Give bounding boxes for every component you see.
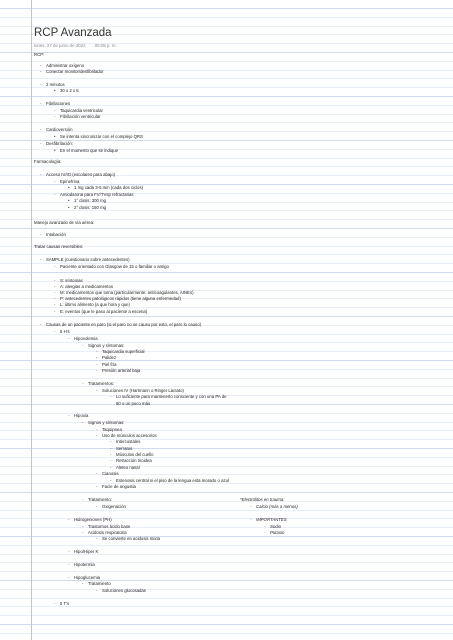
note-line xyxy=(40,172,115,177)
note-line-text: En el momento que se indique xyxy=(60,148,119,153)
bullet-dash-icon: - xyxy=(96,471,98,476)
note-line xyxy=(96,588,146,593)
bullet-dash-icon: - xyxy=(96,504,98,509)
note-line xyxy=(96,349,145,354)
note-line-text: Fibrilaciones xyxy=(46,101,71,106)
note-line-text: Retracción tiroidea xyxy=(116,458,152,463)
note-line xyxy=(96,427,122,432)
note-line-text: Epinefrina xyxy=(60,179,80,184)
bullet-dash-icon: - xyxy=(96,368,98,373)
bullet-dash-icon: - xyxy=(110,394,112,399)
note-line-text: Piel fría xyxy=(102,362,117,367)
note-line xyxy=(40,82,65,87)
bullet-dash-icon: - xyxy=(54,329,56,334)
bullet-dash-icon: - xyxy=(68,517,70,522)
note-line-text: Administrar oxígeno xyxy=(46,63,85,68)
note-line xyxy=(40,127,73,132)
note-line-text: M: medicamentos que toma (particularmente: anticoagulantes, AINEs) xyxy=(60,290,194,295)
note-line xyxy=(96,388,184,393)
bullet-dash-icon: - xyxy=(96,388,98,393)
bullet-dot-icon: • xyxy=(54,134,56,139)
bullet-dash-icon: - xyxy=(54,284,56,289)
bullet-dash-icon: - xyxy=(96,536,98,541)
note-line-text: Uso de músculos accesorios xyxy=(102,433,157,438)
note-line-text: Causas de un paciente en paro (si el paro no se causo por esto, el paro lo causo) xyxy=(46,322,202,327)
bullet-dash-icon: - xyxy=(40,322,42,327)
bullet-dash-icon: - xyxy=(68,575,70,580)
note-line-text: 5 T's xyxy=(60,601,70,606)
note-line-text: Signos y síntomas: xyxy=(88,343,125,348)
bullet-dash-icon: - xyxy=(82,343,84,348)
note-line-text: 2 minutos xyxy=(46,82,65,87)
note-line xyxy=(54,108,103,113)
note-line-text: Taquipnea xyxy=(102,427,122,432)
bullet-dash-icon: - xyxy=(54,192,56,197)
note-line-text: Potasio xyxy=(270,530,285,535)
note-line-text: 1° dosis: 300 mg xyxy=(74,198,107,203)
note-line xyxy=(68,205,106,210)
note-line xyxy=(54,114,101,119)
note-line xyxy=(96,368,140,373)
note-line-text: Lo suficiente para mantenerlo consciente y con una PA de xyxy=(116,394,227,399)
bullet-dash-icon: - xyxy=(40,172,42,177)
note-meta xyxy=(34,43,125,48)
note-line xyxy=(54,88,79,93)
bullet-dot-icon: • xyxy=(68,198,70,203)
note-line-text: 2° dosis: 150 mg xyxy=(74,205,107,210)
note-line-text: Tratar causas reversibles: xyxy=(34,244,84,249)
bullet-dash-icon: - xyxy=(250,504,252,509)
note-line xyxy=(82,581,111,586)
bullet-dash-icon: - xyxy=(40,127,42,132)
bullet-dash-icon: - xyxy=(40,257,42,262)
note-line xyxy=(54,290,194,295)
note-line-text: Facie de angustia xyxy=(102,484,136,489)
bullet-dash-icon: - xyxy=(40,101,42,106)
bullet-dash-icon: - xyxy=(96,588,98,593)
bullet-dash-icon: - xyxy=(96,349,98,354)
note-line-text: Manejo avanzado de vía aérea: xyxy=(34,220,95,225)
note-line-text: Acceso IV/IO (escolares para abajo) xyxy=(46,172,116,177)
note-line-text: Se convierte en acidosis mixta xyxy=(102,536,161,541)
note-line-text: SAMPLE (cuestionario sobre antecedentes) xyxy=(46,257,130,262)
note-line xyxy=(34,244,83,249)
note-line xyxy=(40,322,201,327)
note-line-text: Calcio (más a menos) xyxy=(256,504,298,509)
bullet-dash-icon: - xyxy=(54,264,56,269)
note-line-text: Farmacología: xyxy=(34,159,62,164)
bullet-dash-icon: - xyxy=(110,458,112,463)
note-line-text: Paciente orientado con Glasgow de 15 o familiar o amigo xyxy=(60,264,169,269)
note-line-text: Amiodarona para FV/TVsp refractarias xyxy=(60,192,134,197)
page-title: RCP Avanzada xyxy=(34,27,112,39)
note-line-text: Se intenta sincronizar con el complejo QRS xyxy=(60,134,143,139)
bullet-dash-icon: - xyxy=(264,530,266,535)
note-line-text: Hipovolemia xyxy=(74,336,98,341)
note-line xyxy=(54,278,83,283)
note-line-text: Hipo/Hiper K xyxy=(74,549,99,554)
note-line-text: Taquicardia superficial xyxy=(102,349,145,354)
note-line-text: Soluciones IV (Hartmann o Ringer Lactato) xyxy=(102,388,184,393)
note-line xyxy=(34,159,61,164)
note-line xyxy=(250,517,287,522)
note-line xyxy=(68,517,112,522)
bullet-dash-icon: - xyxy=(40,63,42,68)
note-line-text: 5 H's xyxy=(60,329,70,334)
bullet-dash-icon: - xyxy=(82,381,84,386)
note-line xyxy=(96,536,160,541)
note-line-text: 30 x 2 x 5 xyxy=(60,88,79,93)
bullet-dash-icon: - xyxy=(54,309,56,314)
note-line xyxy=(264,530,284,535)
bullet-dash-icon: - xyxy=(82,530,84,535)
note-line-text: Serratos xyxy=(116,446,133,451)
note-line xyxy=(264,524,281,529)
bullet-dash-icon: - xyxy=(110,465,112,470)
note-line xyxy=(40,69,104,74)
bullet-dash-icon: - xyxy=(96,362,98,367)
note-line-text: Acidosis respiratoria xyxy=(88,530,127,535)
note-line xyxy=(82,343,124,348)
bullet-dash-icon: - xyxy=(82,497,84,502)
bullet-dash-icon: - xyxy=(82,581,84,586)
note-line-text: 1 mg cada 3-5 min (cada dos ciclos) xyxy=(74,185,144,190)
bullet-dot-icon: • xyxy=(54,88,56,93)
note-line xyxy=(68,185,143,190)
note-line-text: Oxigenación xyxy=(102,504,126,509)
note-line-text: Taquicardia ventricular xyxy=(60,108,103,113)
note-line-text: Hipoxia xyxy=(74,413,89,418)
bullet-dash-icon: - xyxy=(96,427,98,432)
note-line-text: Palidez xyxy=(102,355,117,360)
note-line xyxy=(82,530,127,535)
note-line-text: Conectar monitor/desfibrilador xyxy=(46,69,104,74)
note-line xyxy=(116,401,150,406)
bullet-dash-icon: - xyxy=(68,549,70,554)
note-line xyxy=(40,101,70,106)
note-line xyxy=(54,264,169,269)
note-line-text: Sodio xyxy=(270,524,281,529)
note-line-text: Soluciones glucosadas xyxy=(102,588,146,593)
note-line-text: Desfibrilación: xyxy=(46,141,73,146)
note-line xyxy=(110,439,140,444)
bullet-dash-icon: - xyxy=(40,82,42,87)
note-line xyxy=(40,257,130,262)
note-line xyxy=(68,336,98,341)
note-line xyxy=(240,497,284,502)
note-line-text: RCP: xyxy=(34,52,45,57)
note-date: lunes, 27 de junio de 2022 xyxy=(34,43,86,48)
note-time: 06:08 p. m. xyxy=(94,43,117,48)
note-line-text: Aleteo nasal xyxy=(116,465,140,470)
note-line xyxy=(82,524,130,529)
bullet-dash-icon: - xyxy=(54,179,56,184)
note-line-text: Fibrilación ventricular xyxy=(60,114,101,119)
bullet-dash-icon: - xyxy=(54,114,56,119)
bullet-dash-icon: - xyxy=(96,355,98,360)
note-line-text: *Electrolitos en trauma: xyxy=(240,497,285,502)
bullet-dash-icon: - xyxy=(82,524,84,529)
note-line xyxy=(54,309,147,314)
bullet-dash-icon: - xyxy=(54,108,56,113)
note-line-text: Intubación xyxy=(46,232,66,237)
note-line xyxy=(82,381,114,386)
note-line-text: S: síntomas xyxy=(60,278,83,283)
note-line xyxy=(68,198,106,203)
note-line xyxy=(54,148,118,153)
bullet-dash-icon: - xyxy=(68,413,70,418)
bullet-dash-icon: - xyxy=(54,601,56,606)
bullet-dash-icon: - xyxy=(96,484,98,489)
note-line xyxy=(68,562,95,567)
note-line-text: Cianosis xyxy=(102,471,119,476)
bullet-dash-icon: - xyxy=(110,446,112,451)
note-line xyxy=(40,63,84,68)
bullet-dash-icon: - xyxy=(54,296,56,301)
note-line xyxy=(54,284,113,289)
note-line xyxy=(68,413,88,418)
bullet-dash-icon: - xyxy=(110,478,112,483)
note-line xyxy=(54,296,181,301)
note-line xyxy=(110,452,154,457)
note-line xyxy=(250,504,298,509)
note-line xyxy=(40,232,66,237)
bullet-dash-icon: - xyxy=(40,232,42,237)
note-line-text: Cardioversión xyxy=(46,127,73,132)
note-line xyxy=(110,478,229,483)
bullet-dash-icon: - xyxy=(40,141,42,146)
note-line xyxy=(54,192,134,197)
note-line-text: Estenosis central si el piso de la lengua esta morado o azul xyxy=(116,478,229,483)
note-line xyxy=(54,134,143,139)
note-line xyxy=(34,220,94,225)
note-line xyxy=(54,601,69,606)
note-line-text: P: antecedentes patológicos rápidos (tiene alguna enfermedad) xyxy=(60,296,181,301)
note-line-text: Hipoglucemia xyxy=(74,575,101,580)
note-line xyxy=(82,497,112,502)
note-line xyxy=(96,504,126,509)
bullet-dash-icon: - xyxy=(250,517,252,522)
note-line xyxy=(96,433,157,438)
bullet-dash-icon: - xyxy=(82,420,84,425)
bullet-dash-icon: - xyxy=(54,302,56,307)
note-line xyxy=(34,52,44,57)
note-line xyxy=(68,549,98,554)
note-line-text: Tratamiento xyxy=(88,581,111,586)
note-line-text: Signos y síntomas: xyxy=(88,420,125,425)
note-line-text: E: eventos (que le paso al paciente a escena) xyxy=(60,309,148,314)
bullet-dot-icon: • xyxy=(68,205,70,210)
note-line xyxy=(110,446,132,451)
bullet-dash-icon: - xyxy=(264,524,266,529)
note-line-text: Músculos del cuello xyxy=(116,452,154,457)
note-line-text: Tratamientos: xyxy=(88,381,115,386)
note-line xyxy=(54,302,130,307)
note-line-text: Hipotermia xyxy=(74,562,95,567)
note-line-text: L: último alimento (a que hora y que) xyxy=(60,302,130,307)
note-line-text: Hidrogeniones (PH) xyxy=(74,517,112,522)
bullet-dash-icon: - xyxy=(68,336,70,341)
note-line xyxy=(110,465,140,470)
note-line xyxy=(96,362,117,367)
note-line-text: Presión arterial baja xyxy=(102,368,141,373)
note-line-text: 60 o un poco más xyxy=(116,401,151,406)
note-line xyxy=(54,179,79,184)
bullet-dash-icon: - xyxy=(68,562,70,567)
bullet-dash-icon: - xyxy=(96,433,98,438)
bullet-dash-icon: - xyxy=(110,452,112,457)
bullet-dot-icon: • xyxy=(68,185,70,190)
bullet-dash-icon: - xyxy=(54,290,56,295)
note-line xyxy=(82,420,124,425)
note-line xyxy=(110,394,227,399)
note-line xyxy=(96,355,116,360)
note-line-text: Tratamiento: xyxy=(88,497,112,502)
note-line-text: IMPORTANTES xyxy=(256,517,287,522)
note-line-text: A: alergias a medicamentos xyxy=(60,284,114,289)
bullet-dash-icon: - xyxy=(54,278,56,283)
bullet-dash-icon: - xyxy=(40,69,42,74)
note-line xyxy=(40,141,73,146)
note-line xyxy=(110,458,152,463)
note-line xyxy=(54,329,70,334)
note-line-text: Trastornos ácido base xyxy=(88,524,131,529)
bullet-dash-icon: - xyxy=(110,439,112,444)
note-line xyxy=(68,575,100,580)
note-line xyxy=(96,471,118,476)
note-line-text: Intercostales xyxy=(116,439,141,444)
note-line xyxy=(96,484,136,489)
bullet-dot-icon: • xyxy=(54,148,56,153)
